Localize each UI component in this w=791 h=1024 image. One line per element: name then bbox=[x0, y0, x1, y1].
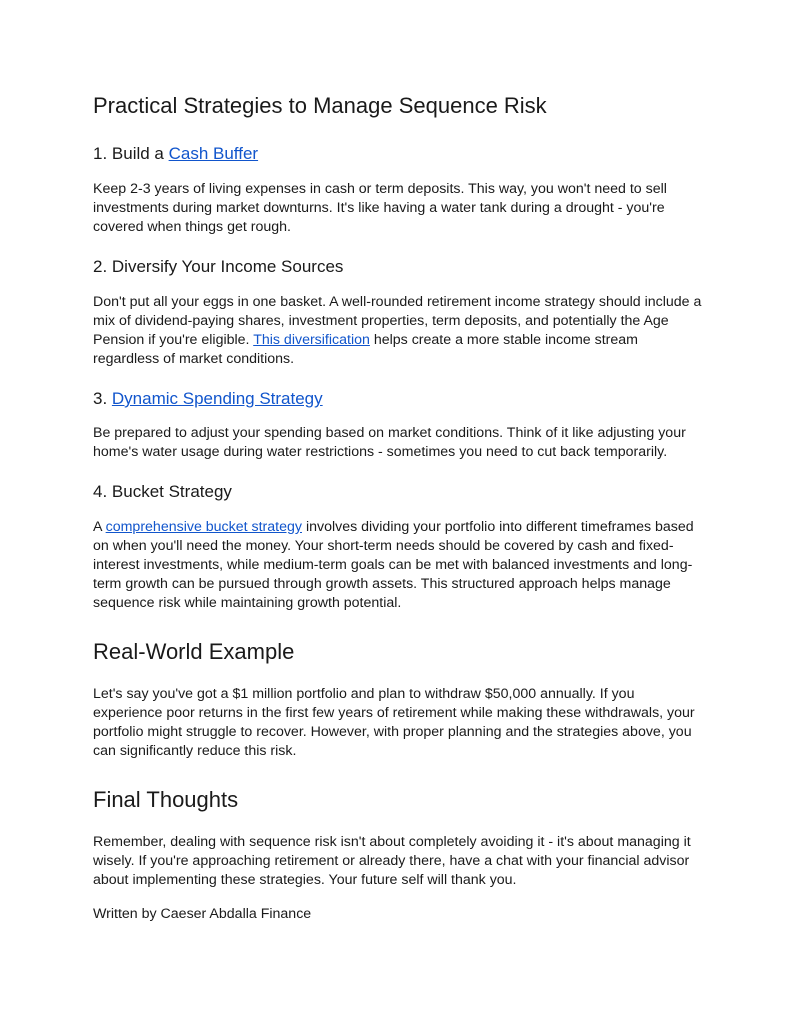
bucket-text-after: involves dividing your portfolio into different timeframes based on when you'll need the money. Your short-term needs should be covered by cash and fixed-interest investments, while medium-term goals can be met with balanced investments and long-term growth can be pursued through growth assets. This structured approach helps manage sequence risk while maintaining growth potential. bbox=[93, 519, 694, 611]
diversify-text-before: Don't put all your eggs in one basket. A well-rounded retirement income strategy should include a mix of dividend-paying shares, investment properties, term deposits, and potentially the Age Pension if you're eligible. bbox=[93, 294, 702, 348]
page-title: Practical Strategies to Manage Sequence Risk bbox=[93, 93, 547, 118]
cash-buffer-link[interactable]: Cash Buffer bbox=[168, 144, 259, 163]
diversify-paragraph bbox=[93, 293, 703, 369]
diversification-link[interactable]: This diversification bbox=[253, 332, 370, 348]
section-heading-dynamic-spending bbox=[93, 388, 703, 410]
bucket-strategy-link[interactable]: comprehensive bucket strategy bbox=[105, 519, 302, 535]
dynamic-spending-paragraph: Be prepared to adjust your spending based on market conditions. Think of it like adjusting your home's water usage during water restrictions - sometimes you need to cut back temporarily. bbox=[93, 425, 686, 460]
section-heading-diversify: 2. Diversify Your Income Sources bbox=[93, 257, 344, 276]
bucket-paragraph bbox=[93, 518, 703, 613]
section-heading-cash-buffer bbox=[93, 143, 703, 165]
byline: Written by Caeser Abdalla Finance bbox=[93, 906, 312, 922]
heading-prefix: 1. Build a bbox=[93, 144, 169, 163]
bucket-text-before: A bbox=[93, 519, 106, 535]
cash-buffer-paragraph: Keep 2-3 years of living expenses in cash or term deposits. This way, you won't need to sell investments during market downturns. It's like having a water tank during a drought - you're covered when things get rough. bbox=[93, 181, 667, 235]
document-page bbox=[93, 92, 703, 924]
diversify-text-after: helps create a more stable income stream regardless of market conditions. bbox=[93, 332, 638, 367]
example-heading: Real-World Example bbox=[93, 639, 295, 664]
final-paragraph: Remember, dealing with sequence risk isn't about completely avoiding it - it's about managing it wisely. If you're approaching retirement or already there, have a chat with your financial advisor about implementing these strategies. Your future self will thank you. bbox=[93, 834, 691, 888]
example-paragraph: Let's say you've got a $1 million portfolio and plan to withdraw $50,000 annually. If you experience poor returns in the first few years of retirement while making these withdrawals, your portfolio might struggle to recover. However, with proper planning and the strategies above, you can significantly reduce this risk. bbox=[93, 686, 695, 759]
dynamic-spending-link[interactable]: Dynamic Spending Strategy bbox=[111, 389, 323, 408]
section-heading-bucket: 4. Bucket Strategy bbox=[93, 482, 232, 501]
final-heading: Final Thoughts bbox=[93, 787, 239, 812]
heading-prefix: 3. bbox=[93, 389, 112, 408]
